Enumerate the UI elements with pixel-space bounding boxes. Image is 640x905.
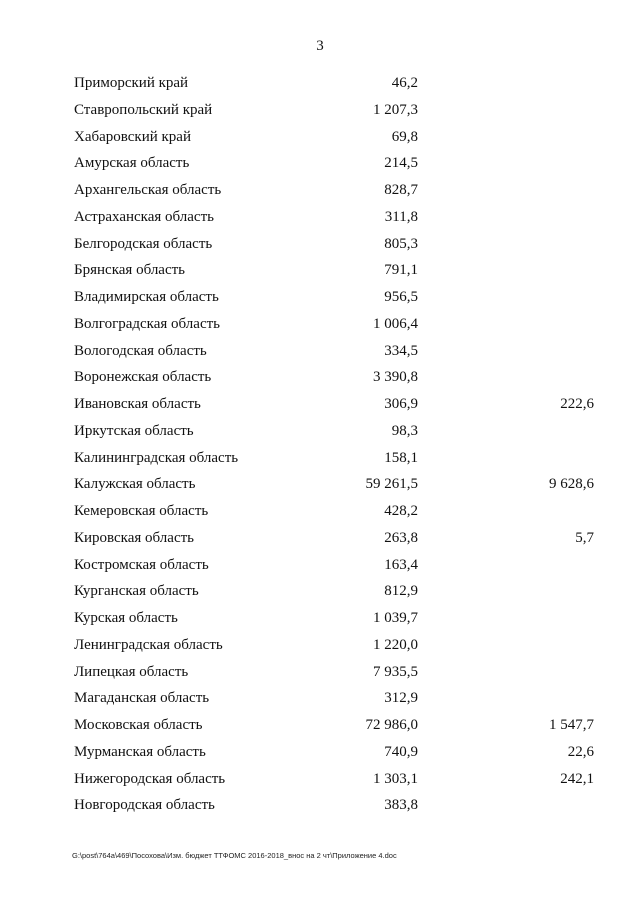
amount-column-2: 1 547,7 xyxy=(549,717,594,733)
amount-column-2: 5,7 xyxy=(575,529,594,546)
amount-column-1: 312,9 xyxy=(384,690,418,707)
amount-column-1: 59 261,5 xyxy=(365,476,418,493)
table-row xyxy=(0,418,640,445)
table-row xyxy=(0,578,640,605)
table-row xyxy=(0,739,640,766)
region-name: Ставропольский край xyxy=(74,101,213,118)
table-row xyxy=(0,391,640,418)
region-name: Кемеровская область xyxy=(74,503,209,519)
table-row xyxy=(0,712,640,739)
table-row xyxy=(0,632,640,659)
region-name: Новгородская область xyxy=(74,797,215,814)
amount-column-1: 334,5 xyxy=(384,342,418,359)
amount-column-1: 7 935,5 xyxy=(373,663,418,680)
table-row xyxy=(0,792,640,819)
region-name: Мурманская область xyxy=(74,743,206,760)
region-name: Иркутская область xyxy=(74,422,194,439)
amount-column-2: 22,6 xyxy=(567,743,594,760)
region-name: Воронежская область xyxy=(74,369,212,386)
region-name: Ивановская область xyxy=(74,396,201,412)
amount-column-1: 98,3 xyxy=(391,422,418,439)
amount-column-2: 9 628,6 xyxy=(549,476,594,493)
table-row xyxy=(0,498,640,525)
table-row xyxy=(0,552,640,579)
table-row xyxy=(0,177,640,204)
amount-column-1: 214,5 xyxy=(384,155,418,172)
table-row xyxy=(0,284,640,311)
region-name: Калининградская область xyxy=(74,449,239,466)
table-row xyxy=(0,204,640,231)
document-file-path: G:\post\764a\469\Посохова\Изм. бюджет ТТФОМС 2016-2018_внос на 2 чт\Приложение 4.doc xyxy=(72,851,397,860)
table-row xyxy=(0,766,640,793)
amount-column-1: 163,4 xyxy=(384,556,418,573)
table-row xyxy=(0,471,640,498)
amount-column-1: 306,9 xyxy=(384,396,418,412)
region-name: Приморский край xyxy=(74,75,189,91)
region-name: Хабаровский край xyxy=(74,128,191,145)
amount-column-1: 828,7 xyxy=(384,182,418,198)
region-name: Владимирская область xyxy=(74,289,219,305)
amount-column-1: 311,8 xyxy=(384,208,418,225)
amount-column-1: 46,2 xyxy=(391,75,418,91)
table-row xyxy=(0,445,640,472)
table-row xyxy=(0,311,640,338)
amount-column-1: 1 207,3 xyxy=(373,101,418,118)
amount-column-2: 222,6 xyxy=(560,396,594,412)
table-row xyxy=(0,70,640,97)
table-row xyxy=(0,605,640,632)
region-name: Липецкая область xyxy=(74,663,189,680)
amount-column-1: 740,9 xyxy=(384,743,418,760)
amount-column-1: 956,5 xyxy=(384,289,418,305)
amount-column-1: 1 303,1 xyxy=(373,770,418,787)
region-name: Магаданская область xyxy=(74,690,210,707)
amount-column-1: 263,8 xyxy=(384,529,418,546)
table-row xyxy=(0,338,640,365)
table-row xyxy=(0,231,640,258)
amount-column-1: 812,9 xyxy=(384,583,418,600)
amount-column-1: 805,3 xyxy=(384,235,418,252)
budget-table xyxy=(0,70,640,819)
amount-column-1: 1 039,7 xyxy=(373,610,418,626)
region-name: Нижегородская область xyxy=(74,770,226,787)
region-name: Кировская область xyxy=(74,529,195,546)
amount-column-1: 1 220,0 xyxy=(373,636,418,653)
region-name: Московская область xyxy=(74,717,203,733)
region-name: Курская область xyxy=(74,610,178,626)
region-name: Курганская область xyxy=(74,583,199,600)
region-name: Вологодская область xyxy=(74,342,207,359)
amount-column-1: 383,8 xyxy=(384,797,418,814)
table-row xyxy=(0,364,640,391)
region-name: Калужская область xyxy=(74,476,196,493)
table-row xyxy=(0,257,640,284)
table-row xyxy=(0,97,640,124)
region-name: Костромская область xyxy=(74,556,209,573)
region-name: Брянская область xyxy=(74,262,186,279)
region-name: Астраханская область xyxy=(74,208,214,225)
amount-column-1: 791,1 xyxy=(384,262,418,279)
region-name: Волгоградская область xyxy=(74,315,220,332)
amount-column-1: 3 390,8 xyxy=(373,369,418,386)
amount-column-1: 72 986,0 xyxy=(365,717,418,733)
amount-column-2: 242,1 xyxy=(560,770,594,787)
table-row xyxy=(0,659,640,686)
amount-column-1: 1 006,4 xyxy=(373,315,418,332)
region-name: Белгородская область xyxy=(74,235,213,252)
amount-column-1: 158,1 xyxy=(384,449,418,466)
page-number: 3 xyxy=(316,38,324,54)
region-name: Амурская область xyxy=(74,155,190,172)
amount-column-1: 428,2 xyxy=(384,503,418,519)
region-name: Архангельская область xyxy=(74,182,222,198)
region-name: Ленинградская область xyxy=(74,636,223,653)
table-row xyxy=(0,685,640,712)
table-row xyxy=(0,124,640,151)
table-row xyxy=(0,150,640,177)
amount-column-1: 69,8 xyxy=(391,128,418,145)
table-row xyxy=(0,525,640,552)
